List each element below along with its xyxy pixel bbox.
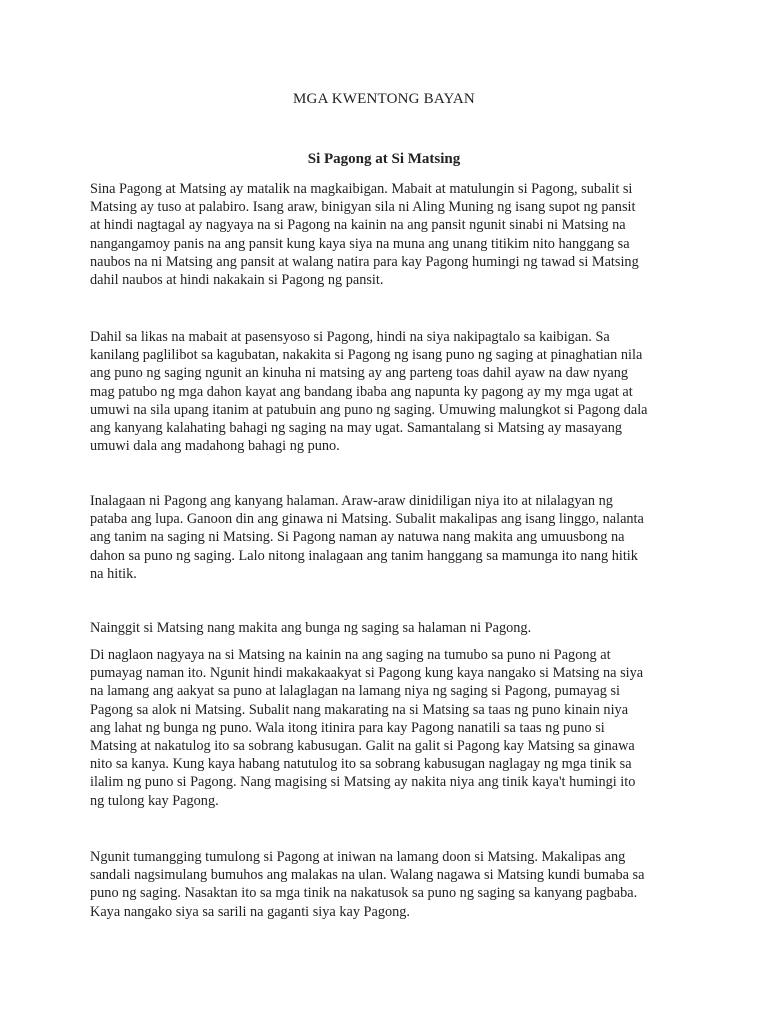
paragraph-4: Nainggit si Matsing nang makita ang bunga ng saging sa halaman ni Pagong. <box>90 620 532 636</box>
story-title: Si Pagong at Si Matsing <box>307 151 461 167</box>
paragraph-2: Dahil sa likas na mabait at pasensyoso si Pagong, hindi na siya nakipagtalo sa kaibigan. Sa kanilang paglilibot sa kagubatan, nakakita si Pagong ng isang puno ng saging at pinaghatian nila ang puno ng saging ngunit an kinuha ni matsing ay ang parteng toas dahil ayaw na daw nyang mag patubo ng mga dahon kayat ang bandang ibaba ang napunta ky pagong ay my mga ugat at umuwi na sila upang itanim at patubuin ang puno ng saging. Umuwing malungkot si Pagong dala ang kanyang kalahating bahagi ng saging na may ugat. Samantalang si Matsing ay masayang umuwi dala ang madahong bahagi ng puno. <box>90 329 648 455</box>
paragraph-5: Di naglaon nagyaya na si Matsing na kainin na ang saging na tumubo sa puno ni Pagong at pumayag naman ito. Ngunit hindi makakaakyat si Pagong kung kaya nangako si Matsing na siya na lamang ang aakyat sa puno at lalaglagan na lamang niya ng saging si Pagong, pumayag si Pagong sa alok ni Matsing. Subalit nang makarating na si Matsing sa taas ng puno kinain niya ang lahat ng bunga ng puno. Wala itong itinira para kay Pagong nanatili sa taas ng puno si Matsing at nakatulog ito sa sobrang kabusugan. Galit na galit si Pagong kay Matsing sa ginawa nito sa kanya. Kung kaya habang natutulog ito sa sobrang kabusugan naglagay ng mga tinik sa ilalim ng puno si Pagong. Nang magising si Matsing ay nakita niya ang tinik kaya't humingi ito ng tulong kay Pagong. <box>90 647 644 809</box>
paragraph-6: Ngunit tumangging tumulong si Pagong at iniwan na lamang doon si Matsing. Makalipas ang sandali nagsimulang bumuhos ang malakas na ulan. Walang nagawa si Matsing kundi bumaba sa puno ng saging. Nasaktan ito sa mga tinik na nakatusok sa puno ng saging sa kanyang pagbaba. Kaya nangako siya sa sarili na gaganti siya kay Pagong. <box>90 849 645 920</box>
paragraph-3: Inalagaan ni Pagong ang kanyang halaman. Araw-araw dinidiligan niya ito at nilalagyan ng pataba ang lupa. Ganoon din ang ginawa ni Matsing. Subalit makalipas ang isang linggo, nalanta ang tanim na saging ni Matsing. Si Pagong naman ay natuwa nang makita ang umuusbong na dahon sa puno ng saging. Lalo nitong inalagaan ang tanim hanggang sa mamunga ito nang hitik na hitik. <box>90 493 644 582</box>
paragraph-1: Sina Pagong at Matsing ay matalik na magkaibigan. Mabait at matulungin si Pagong, subalit si Matsing ay tuso at palabiro. Isang araw, binigyan sila ni Aling Muning ng isang supot ng pansit at hindi nagtagal ay nagyaya na si Pagong na kainin na ang pansit ngunit sinabi ni Matsing na nangangamoy panis na ang pansit kung kaya siya na muna ang unang titikim nito hanggang sa naubos na ni Matsing ang pansit at walang natira para kay Pagong humingi ng tawad si Matsing dahil naubos at hindi nakakain si Pagong ng pansit. <box>90 181 639 289</box>
page-title: MGA KWENTONG BAYAN <box>293 91 475 107</box>
